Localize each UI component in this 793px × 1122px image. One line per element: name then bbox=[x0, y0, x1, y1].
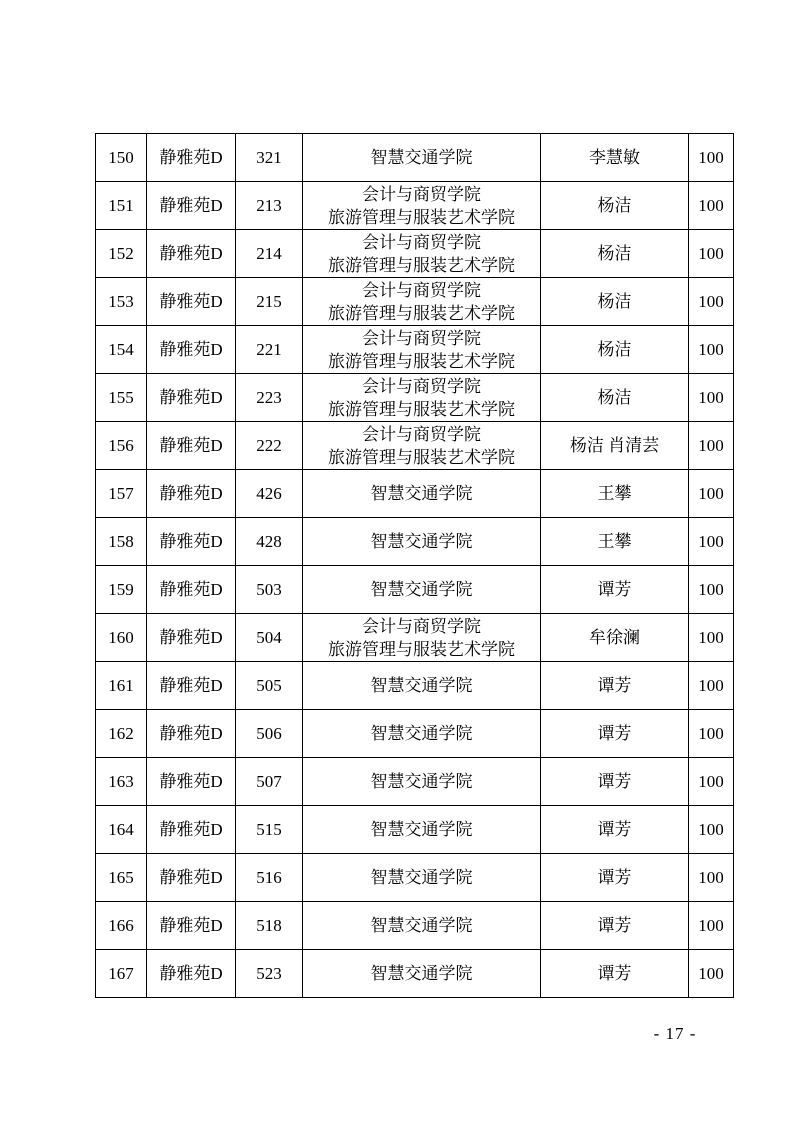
cell-building: 静雅苑D bbox=[147, 230, 236, 278]
cell-person: 王攀 bbox=[541, 518, 689, 566]
cell-building: 静雅苑D bbox=[147, 134, 236, 182]
cell-person: 谭芳 bbox=[541, 710, 689, 758]
cell-score: 100 bbox=[689, 902, 734, 950]
cell-building: 静雅苑D bbox=[147, 902, 236, 950]
cell-person: 谭芳 bbox=[541, 758, 689, 806]
cell-college-line: 会计与商贸学院 bbox=[362, 328, 481, 348]
cell-college bbox=[303, 422, 541, 470]
table-row bbox=[96, 806, 734, 854]
cell-person: 谭芳 bbox=[541, 806, 689, 854]
cell-building: 静雅苑D bbox=[147, 950, 236, 998]
cell-college: 智慧交通学院 bbox=[303, 902, 541, 950]
cell-college-line: 会计与商贸学院 bbox=[362, 232, 481, 252]
table-row bbox=[96, 566, 734, 614]
cell-college-line: 会计与商贸学院 bbox=[362, 376, 481, 396]
table-row bbox=[96, 518, 734, 566]
cell-college-line: 旅游管理与服装艺术学院 bbox=[328, 255, 515, 275]
table-row bbox=[96, 950, 734, 998]
cell-college bbox=[303, 182, 541, 230]
cell-person: 杨洁 bbox=[541, 230, 689, 278]
cell-person: 牟徐澜 bbox=[541, 614, 689, 662]
table-row bbox=[96, 374, 734, 422]
cell-building: 静雅苑D bbox=[147, 518, 236, 566]
cell-no: 166 bbox=[96, 902, 147, 950]
cell-no: 153 bbox=[96, 278, 147, 326]
cell-no: 163 bbox=[96, 758, 147, 806]
cell-room: 214 bbox=[236, 230, 303, 278]
cell-person: 杨洁 bbox=[541, 326, 689, 374]
cell-building: 静雅苑D bbox=[147, 806, 236, 854]
cell-score: 100 bbox=[689, 950, 734, 998]
cell-no: 167 bbox=[96, 950, 147, 998]
table-row bbox=[96, 422, 734, 470]
cell-college bbox=[303, 230, 541, 278]
cell-no: 154 bbox=[96, 326, 147, 374]
cell-college: 智慧交通学院 bbox=[303, 950, 541, 998]
cell-building: 静雅苑D bbox=[147, 710, 236, 758]
cell-building: 静雅苑D bbox=[147, 374, 236, 422]
cell-college: 智慧交通学院 bbox=[303, 566, 541, 614]
cell-room: 221 bbox=[236, 326, 303, 374]
cell-score: 100 bbox=[689, 710, 734, 758]
cell-college: 智慧交通学院 bbox=[303, 710, 541, 758]
cell-room: 504 bbox=[236, 614, 303, 662]
cell-college: 智慧交通学院 bbox=[303, 518, 541, 566]
cell-room: 506 bbox=[236, 710, 303, 758]
cell-college-line: 旅游管理与服装艺术学院 bbox=[328, 639, 515, 659]
cell-building: 静雅苑D bbox=[147, 662, 236, 710]
cell-score: 100 bbox=[689, 182, 734, 230]
cell-room: 505 bbox=[236, 662, 303, 710]
cell-score: 100 bbox=[689, 230, 734, 278]
cell-college-line: 旅游管理与服装艺术学院 bbox=[328, 207, 515, 227]
cell-college-line: 旅游管理与服装艺术学院 bbox=[328, 351, 515, 371]
cell-room: 518 bbox=[236, 902, 303, 950]
cell-score: 100 bbox=[689, 566, 734, 614]
cell-room: 428 bbox=[236, 518, 303, 566]
cell-building: 静雅苑D bbox=[147, 278, 236, 326]
cell-no: 160 bbox=[96, 614, 147, 662]
cell-person: 谭芳 bbox=[541, 854, 689, 902]
cell-room: 215 bbox=[236, 278, 303, 326]
cell-score: 100 bbox=[689, 518, 734, 566]
cell-building: 静雅苑D bbox=[147, 422, 236, 470]
cell-person: 杨洁 肖清芸 bbox=[541, 422, 689, 470]
table-row bbox=[96, 902, 734, 950]
cell-college-line: 会计与商贸学院 bbox=[362, 280, 481, 300]
table-row bbox=[96, 758, 734, 806]
cell-room: 321 bbox=[236, 134, 303, 182]
cell-score: 100 bbox=[689, 326, 734, 374]
cell-room: 222 bbox=[236, 422, 303, 470]
cell-college: 智慧交通学院 bbox=[303, 470, 541, 518]
cell-room: 213 bbox=[236, 182, 303, 230]
page-number: - 17 - bbox=[653, 1024, 697, 1043]
table-row bbox=[96, 182, 734, 230]
cell-score: 100 bbox=[689, 134, 734, 182]
cell-score: 100 bbox=[689, 758, 734, 806]
cell-score: 100 bbox=[689, 614, 734, 662]
cell-no: 150 bbox=[96, 134, 147, 182]
cell-building: 静雅苑D bbox=[147, 614, 236, 662]
table-row bbox=[96, 470, 734, 518]
cell-room: 223 bbox=[236, 374, 303, 422]
table-row bbox=[96, 854, 734, 902]
cell-room: 516 bbox=[236, 854, 303, 902]
cell-college-line: 会计与商贸学院 bbox=[362, 424, 481, 444]
cell-score: 100 bbox=[689, 374, 734, 422]
table-row bbox=[96, 278, 734, 326]
table-row bbox=[96, 614, 734, 662]
cell-building: 静雅苑D bbox=[147, 326, 236, 374]
cell-no: 151 bbox=[96, 182, 147, 230]
cell-person: 谭芳 bbox=[541, 902, 689, 950]
cell-person: 杨洁 bbox=[541, 374, 689, 422]
cell-college bbox=[303, 326, 541, 374]
cell-no: 152 bbox=[96, 230, 147, 278]
cell-score: 100 bbox=[689, 278, 734, 326]
cell-person: 杨洁 bbox=[541, 278, 689, 326]
cell-room: 515 bbox=[236, 806, 303, 854]
cell-college bbox=[303, 614, 541, 662]
cell-building: 静雅苑D bbox=[147, 470, 236, 518]
cell-person: 谭芳 bbox=[541, 662, 689, 710]
cell-score: 100 bbox=[689, 470, 734, 518]
cell-college: 智慧交通学院 bbox=[303, 854, 541, 902]
cell-no: 162 bbox=[96, 710, 147, 758]
cell-building: 静雅苑D bbox=[147, 566, 236, 614]
table-row bbox=[96, 230, 734, 278]
cell-college: 智慧交通学院 bbox=[303, 806, 541, 854]
cell-score: 100 bbox=[689, 422, 734, 470]
cell-building: 静雅苑D bbox=[147, 854, 236, 902]
cell-college-line: 会计与商贸学院 bbox=[362, 184, 481, 204]
table-row bbox=[96, 134, 734, 182]
cell-room: 426 bbox=[236, 470, 303, 518]
cell-score: 100 bbox=[689, 806, 734, 854]
table-row bbox=[96, 710, 734, 758]
cell-no: 159 bbox=[96, 566, 147, 614]
cell-college-line: 会计与商贸学院 bbox=[362, 616, 481, 636]
cell-college: 智慧交通学院 bbox=[303, 758, 541, 806]
cell-college-line: 旅游管理与服装艺术学院 bbox=[328, 399, 515, 419]
cell-room: 523 bbox=[236, 950, 303, 998]
table-row bbox=[96, 326, 734, 374]
cell-score: 100 bbox=[689, 854, 734, 902]
cell-no: 158 bbox=[96, 518, 147, 566]
cell-no: 165 bbox=[96, 854, 147, 902]
dormitory-table-body bbox=[96, 134, 734, 998]
cell-room: 507 bbox=[236, 758, 303, 806]
cell-no: 155 bbox=[96, 374, 147, 422]
table-row bbox=[96, 662, 734, 710]
dormitory-table bbox=[95, 133, 734, 998]
cell-score: 100 bbox=[689, 662, 734, 710]
cell-no: 161 bbox=[96, 662, 147, 710]
cell-college-line: 旅游管理与服装艺术学院 bbox=[328, 447, 515, 467]
cell-person: 谭芳 bbox=[541, 566, 689, 614]
cell-person: 王攀 bbox=[541, 470, 689, 518]
cell-college-line: 旅游管理与服装艺术学院 bbox=[328, 303, 515, 323]
cell-college: 智慧交通学院 bbox=[303, 134, 541, 182]
cell-room: 503 bbox=[236, 566, 303, 614]
cell-person: 谭芳 bbox=[541, 950, 689, 998]
cell-building: 静雅苑D bbox=[147, 758, 236, 806]
cell-college: 智慧交通学院 bbox=[303, 662, 541, 710]
cell-no: 156 bbox=[96, 422, 147, 470]
cell-person: 李慧敏 bbox=[541, 134, 689, 182]
cell-person: 杨洁 bbox=[541, 182, 689, 230]
cell-no: 157 bbox=[96, 470, 147, 518]
cell-college bbox=[303, 278, 541, 326]
cell-no: 164 bbox=[96, 806, 147, 854]
cell-building: 静雅苑D bbox=[147, 182, 236, 230]
cell-college bbox=[303, 374, 541, 422]
